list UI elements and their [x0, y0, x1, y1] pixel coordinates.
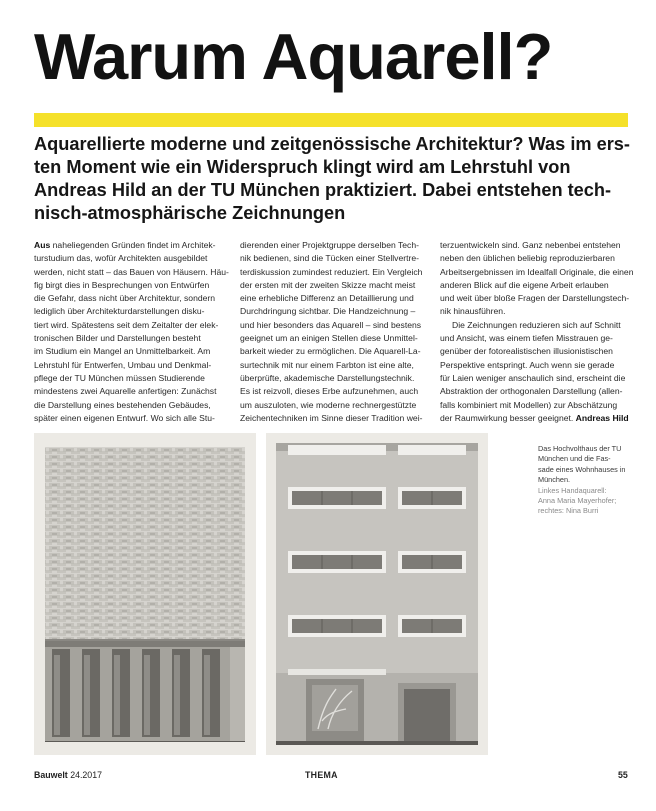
body-line: lediglich über Architekturdarstellungen disku-	[34, 306, 205, 317]
watercolor-hochvolthaus	[34, 433, 256, 755]
figure-caption	[538, 444, 638, 517]
caption-credit: Linkes Handaquarell:	[538, 485, 607, 495]
caption-credit: rechtes: Nina Burri	[538, 506, 599, 516]
body-line: die Gefahr, dass nicht über Architektur, sondern	[34, 293, 216, 304]
body-line: terdiskussion zumindest reduziert. Ein Vergleich	[240, 266, 423, 277]
body-line: Lehrstuhl für Entwerfen, Umbau und Denkmal-	[34, 359, 212, 370]
body-line: und weit über bloße Fragen der Darstellungstech-	[440, 293, 630, 304]
body-line: turstudium das, wofür Architekten ausgebildet	[34, 253, 208, 264]
body-line: werden, nicht statt – das Bauen von Häusern. Häu-	[34, 266, 229, 277]
body-line: Zeichentechniken im Sinne dieser Tradition wei-	[240, 412, 423, 423]
page-number: 55	[618, 770, 628, 780]
body-line: tronischen Bilder und Darstellungen besteht	[34, 333, 201, 344]
body-column-1	[34, 239, 229, 425]
body-line: im Studium ein Mangel an Unmittelbarkeit. Am	[34, 346, 211, 357]
footer-section: THEMA	[305, 770, 338, 780]
body-line: terzuentwickeln sind. Ganz nebenbei entstehen	[440, 240, 621, 250]
footer-magazine	[34, 770, 102, 780]
drop-word: Aus	[34, 240, 51, 250]
article-lead	[34, 133, 634, 225]
body-line: Perspektive entspringt. Auch wenn sie gerade	[440, 359, 615, 370]
caption-line: München.	[538, 475, 571, 485]
body-column-2	[240, 239, 430, 425]
body-line: später einen eigenen Entwurf. Wo sich alle Stu-	[34, 412, 215, 423]
caption-line: Das Hochvolthaus der TU	[538, 444, 622, 453]
body-line: dierenden einer Projektgruppe derselben Tech-	[240, 240, 419, 250]
lead-line: Aquarellierte moderne und zeitgenössische Architektur? Was im ers-	[34, 134, 630, 154]
body-line: und Ansicht, was einem tiefen Misstrauen ge-	[440, 333, 613, 344]
body-line: pflege der TU München müssen Studierende	[34, 372, 205, 383]
author-name: Andreas Hild	[575, 412, 629, 423]
body-line: neben den üblichen beliebig reproduzierbaren	[440, 253, 615, 264]
body-line: falls kombiniert mit Modellen) zur Abschätzung	[440, 399, 618, 410]
magazine-name: Bauwelt	[34, 770, 68, 780]
caption-credit: Anna Maria Mayerhofer;	[538, 496, 617, 506]
body-line: eine erhebliche Differenz an Detaillierung und	[240, 293, 414, 304]
body-line: geeignet um an einigen Stellen diese Unmittel-	[240, 333, 418, 344]
body-line: fig birgt dies in Besprechungen von Entwürfen	[34, 279, 210, 290]
body-line: Durchdringung sichtbar. Die Handzeichnung –	[240, 306, 416, 317]
body-line: Abstraktion der orthogonalen Darstellung (allen-	[440, 386, 623, 397]
body-line: nik hinausführen.	[440, 306, 506, 317]
lead-line: ten Moment wie ein Widerspruch klingt wird am Lehrstuhl von	[34, 157, 571, 177]
body-line: Arbeitsergebnissen im Idealfall Originale, die einen	[440, 266, 634, 277]
body-line: tiert wird. Spätestens seit dem Zeitalter der elek-	[34, 319, 219, 330]
yellow-rule	[34, 113, 628, 127]
body-line: anderen Blick auf die eigene Arbeit erlauben	[440, 279, 609, 290]
caption-line: München und die Fas-	[538, 454, 611, 464]
body-line: der Raumwirkung besser geeignet. Andreas Hild	[440, 412, 629, 423]
body-line: Aus naheliegenden Gründen findet im Architek-	[34, 240, 216, 250]
body-column-3	[440, 239, 634, 425]
watercolor-wohnhaus	[266, 433, 488, 755]
body-line: nik bedienen, sind die Tücken einer Stellvertre-	[240, 253, 419, 264]
body-line: für Laien weniger anschaulich sind, erscheint die	[440, 372, 626, 383]
body-line: überprüfte, akademische Darstellungstechnik.	[240, 372, 415, 383]
watercolor-wohnhaus-drawing	[266, 433, 488, 755]
body-line: barkeit wieder zu ermöglichen. Die Aquarell-La-	[240, 346, 421, 357]
body-line: surtechnik mit nur einem Farbton ist eine alte,	[240, 359, 414, 370]
article-title: Warum Aquarell?	[34, 20, 553, 93]
caption-line: sade eines Wohnhauses in	[538, 464, 626, 474]
lead-line: Andreas Hild an der TU München praktiziert. Dabei entstehen tech-	[34, 180, 612, 200]
watercolor-hochvolthaus-drawing	[34, 433, 256, 755]
body-line: mindestens zwei Aquarelle anfertigen: Zunächst	[34, 386, 217, 397]
body-line: Die Zeichnungen reduzieren sich auf Schnitt	[452, 319, 621, 330]
body-line: um auszuloten, wie moderne rechnergestützte	[240, 399, 417, 410]
body-line: Es ist reizvoll, dieses Erbe aufzunehmen, auch	[240, 386, 419, 397]
issue-number: 24.2017	[70, 770, 102, 780]
body-line: genüber der fotorealistischen illusionistischen	[440, 346, 613, 357]
body-line: und hier besonders das Aquarell – sind bestens	[240, 319, 422, 330]
body-line: die Darstellung eines bestehenden Gebäudes,	[34, 399, 211, 410]
body-line: der ersten mit der zweiten Skizze macht meist	[240, 279, 416, 290]
lead-line: nisch-atmosphärische Zeichnungen	[34, 203, 346, 223]
